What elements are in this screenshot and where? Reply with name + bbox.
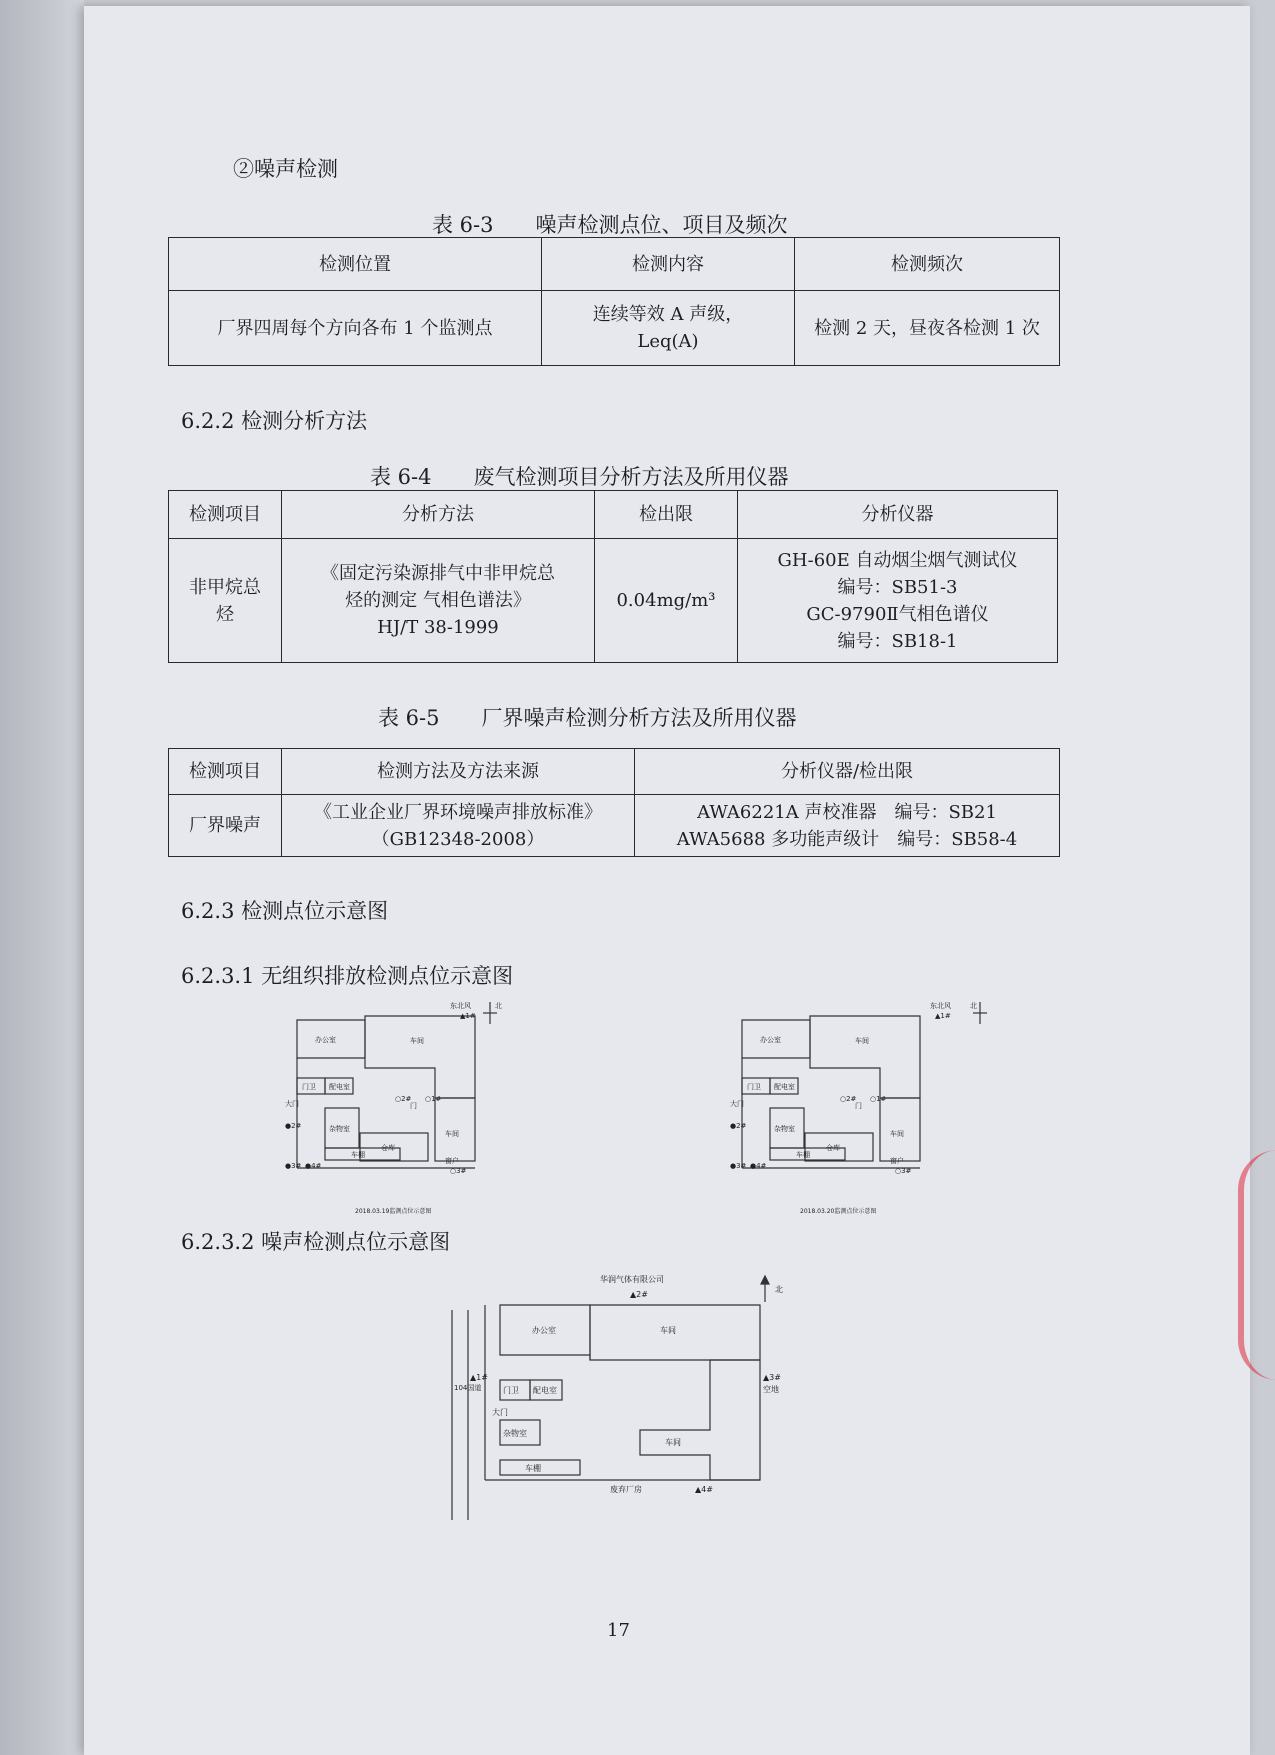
cell-line: 《工业企业厂界环境噪声排放标准》 (314, 801, 602, 823)
table-header: 分析仪器/检出限 (635, 749, 1060, 795)
o1-label: ○1# (870, 1095, 887, 1103)
workshop-block (810, 1016, 920, 1098)
point-4-label: ▲4# (695, 1485, 713, 1494)
workshop-label: 车间 (855, 1037, 869, 1045)
cell-line: GC-9790Ⅱ气相色谱仪 (806, 603, 989, 625)
table-header: 检测频次 (795, 238, 1060, 291)
office-label: 办公室 (760, 1036, 781, 1044)
shed-label: 车棚 (351, 1151, 365, 1159)
table-cell (542, 291, 795, 366)
toilet-label: 门卫 (302, 1083, 316, 1091)
red-seal-edge (1238, 1150, 1275, 1380)
noise-heading: ②噪声检测 (233, 157, 338, 181)
cell-line: AWA6221A 声校准器 编号：SB21 (697, 801, 997, 823)
toilet-label: 门卫 (503, 1386, 519, 1395)
workshop2-label: 车间 (890, 1130, 904, 1138)
site-diagram-0320 (730, 998, 1000, 1218)
table-header: 检出限 (595, 491, 738, 539)
door-label: 门 (410, 1102, 417, 1110)
table-cell (282, 539, 595, 663)
page-number: 17 (607, 1620, 630, 1641)
power-label: 配电室 (533, 1386, 557, 1395)
diagram-caption: 2018.03.20监测点位示意图 (800, 1208, 877, 1215)
cell-line: Leq(A) (637, 331, 699, 352)
table-cell: 0.04mg/m³ (595, 539, 738, 663)
point-1-label: ▲1# (935, 1012, 951, 1020)
wind-label: 东北风 (930, 1002, 951, 1010)
table-cell (282, 795, 635, 857)
point-3-label: ▲3# (763, 1373, 781, 1382)
table-cell: 检测 2 天，昼夜各检测 1 次 (795, 291, 1060, 366)
table-6-5-caption: 表 6-5 厂界噪声检测分析方法及所用仪器 (378, 706, 797, 730)
shed-label: 车棚 (796, 1151, 810, 1159)
workshop2-block (640, 1360, 760, 1480)
cell-line: 连续等效 A 声级， (592, 304, 744, 325)
scrap-plant-label: 废弃厂房 (610, 1485, 642, 1494)
office-label: 办公室 (532, 1326, 556, 1335)
workshop2-label: 车间 (445, 1130, 459, 1138)
point-1-label: ▲1# (470, 1373, 488, 1382)
section-6-2-3-1: 6.2.3.1 无组织排放检测点位示意图 (181, 964, 514, 988)
road-label: 104国道 (454, 1384, 482, 1392)
power-label: 配电室 (329, 1083, 350, 1091)
table-6-4-caption: 表 6-4 废气检测项目分析方法及所用仪器 (370, 465, 789, 489)
table-6-4 (168, 490, 1058, 663)
cell-line: 烃的测定 气相色谱法》 (345, 590, 531, 611)
door-label: 门 (855, 1102, 862, 1110)
point-1-label: ▲1# (460, 1012, 476, 1020)
table-header: 检测项目 (169, 749, 282, 795)
cell-line: 编号：SB51-3 (837, 576, 958, 598)
point-2-label: ●2# (285, 1122, 302, 1130)
window-label: 窗户 (445, 1157, 459, 1165)
section-6-2-2: 6.2.2 检测分析方法 (181, 409, 368, 433)
cell-line: 烃 (216, 603, 234, 625)
cell-line: GH-60E 自动烟尘烟气测试仪 (777, 549, 1018, 571)
site-diagram-0319 (285, 998, 555, 1218)
table-header: 检测内容 (542, 238, 795, 291)
table-header: 检测项目 (169, 491, 282, 539)
table-cell: 厂界四周每个方向各布 1 个监测点 (169, 291, 542, 366)
o2-label: ○2# (395, 1095, 412, 1103)
o3-label: ○3# (450, 1167, 467, 1175)
warehouse-label: 仓库 (381, 1144, 395, 1152)
o1-label: ○1# (425, 1095, 442, 1103)
table-cell: 厂界噪声 (169, 795, 282, 857)
wind-label: 东北风 (450, 1002, 471, 1010)
workshop-label: 车间 (410, 1037, 424, 1045)
point-3-label: ●3# (730, 1162, 747, 1170)
table-cell (169, 539, 282, 663)
workshop2-label: 车间 (665, 1438, 681, 1447)
point-4-label: ●4# (305, 1162, 322, 1170)
workshop-label: 车间 (660, 1326, 676, 1335)
table-header: 分析仪器 (738, 491, 1058, 539)
table-6-3-caption: 表 6-3 噪声检测点位、项目及频次 (432, 213, 788, 237)
cell-line: 《固定污染源排气中非甲烷总 (321, 563, 555, 584)
workshop-block (365, 1016, 475, 1098)
point-4-label: ●4# (750, 1162, 767, 1170)
empty-land-label: 空地 (763, 1385, 779, 1394)
storage-label: 杂物室 (774, 1125, 795, 1133)
noise-point-diagram (440, 1270, 800, 1520)
gate-label: 大门 (730, 1100, 744, 1108)
o3-label: ○3# (895, 1167, 912, 1175)
table-header: 检测位置 (169, 238, 542, 291)
table-cell (738, 539, 1058, 663)
table-cell (635, 795, 1060, 857)
gate-label: 大门 (492, 1408, 508, 1417)
warehouse-label: 仓库 (826, 1144, 840, 1152)
storage-label: 杂物室 (329, 1125, 350, 1133)
table-6-5 (168, 748, 1060, 857)
north-label: 北 (495, 1002, 502, 1010)
office-label: 办公室 (315, 1036, 336, 1044)
section-6-2-3-2: 6.2.3.2 噪声检测点位示意图 (181, 1230, 451, 1254)
point-2-label: ●2# (730, 1122, 747, 1130)
cell-line: 编号：SB18-1 (837, 630, 958, 652)
north-label: 北 (775, 1285, 783, 1294)
north-label: 北 (970, 1002, 977, 1010)
table-6-3 (168, 237, 1060, 366)
cell-line: HJ/T 38-1999 (377, 617, 499, 638)
shed-label: 车棚 (525, 1464, 541, 1473)
table-header: 分析方法 (282, 491, 595, 539)
point-3-label: ●3# (285, 1162, 302, 1170)
point-2-label: ▲2# (630, 1290, 648, 1299)
north-arrow-icon (761, 1276, 769, 1284)
window-label: 窗户 (890, 1157, 904, 1165)
diagram-caption: 2018.03.19监测点位示意图 (355, 1208, 432, 1215)
book-binding (0, 0, 84, 1755)
company-label: 华润气体有限公司 (600, 1275, 664, 1284)
cell-line: AWA5688 多功能声级计 编号：SB58-4 (676, 828, 1018, 850)
toilet-label: 门卫 (747, 1083, 761, 1091)
cell-line: （GB12348-2008） (371, 828, 545, 850)
power-label: 配电室 (774, 1083, 795, 1091)
cell-line: 非甲烷总 (189, 576, 261, 598)
gate-label: 大门 (285, 1100, 299, 1108)
o2-label: ○2# (840, 1095, 857, 1103)
table-header: 检测方法及方法来源 (282, 749, 635, 795)
storage-label: 杂物室 (503, 1429, 527, 1438)
section-6-2-3: 6.2.3 检测点位示意图 (181, 899, 389, 923)
